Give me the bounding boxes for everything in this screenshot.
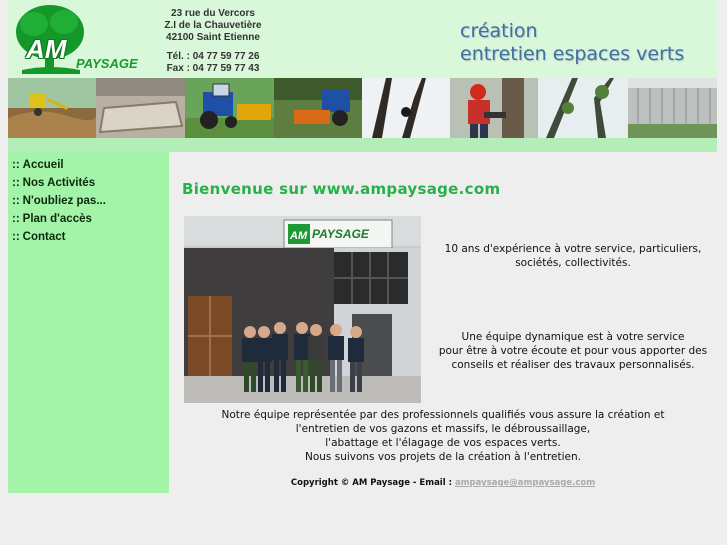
photo-sign-paysage: PAYSAGE	[312, 227, 369, 241]
nav-item-plan-acces[interactable]	[12, 210, 169, 228]
nav-item-label: Accueil	[22, 159, 64, 171]
nav-item-activites[interactable]	[12, 174, 169, 192]
photo-excavation	[8, 78, 96, 138]
address-zone: Z.I de la Chauvetière	[164, 20, 262, 31]
description-line4: Nous suivons vos projets de la création à l'entretien.	[304, 451, 581, 463]
photo-flail-mower	[274, 78, 362, 138]
sidebar-nav	[8, 152, 169, 246]
separator-bar	[8, 138, 717, 152]
nav-prefix: ::	[12, 195, 20, 207]
sidebar	[8, 152, 169, 493]
nav-prefix: ::	[12, 177, 20, 189]
company-address	[148, 8, 278, 75]
footer-copyright	[169, 478, 717, 488]
photo-strip	[8, 78, 717, 138]
team-line2: pour être à votre écoute et pour vous apporter des	[438, 345, 708, 357]
address-fax: Fax : 04 77 59 77 43	[166, 63, 260, 74]
nav-item-accueil[interactable]	[12, 156, 169, 174]
nav-prefix: ::	[12, 159, 20, 171]
nav-prefix: ::	[12, 231, 20, 243]
tagline-line2: entretien espaces verts	[460, 43, 685, 65]
logo-am-text: AM	[26, 34, 67, 64]
photo-noise-barrier	[628, 78, 717, 138]
description-line1: Notre équipe représentée par des professionnels qualifiés vous assure la création et	[221, 409, 665, 421]
address-street: 23 rue du Vercors	[171, 8, 255, 19]
copyright-text: Copyright © AM Paysage - Email :	[290, 478, 452, 488]
description-line3: l'abattage et l'élagage de vos espaces verts.	[325, 437, 561, 449]
nav-prefix: ::	[12, 213, 20, 225]
nav-item-label: N'oubliez pas...	[22, 195, 106, 207]
team-line1: Une équipe dynamique est à votre service	[461, 331, 685, 343]
photo-tree-pruning	[362, 78, 450, 138]
photo-chainsaw-worker	[450, 78, 538, 138]
team-text	[429, 330, 717, 372]
experience-line2: sociétés, collectivités.	[515, 257, 631, 269]
photo-tractor-mower	[185, 78, 274, 138]
nav-item-label: Contact	[22, 231, 66, 243]
email-link[interactable]: ampaysage@ampaysage.com	[454, 478, 596, 488]
page-title: Bienvenue sur www.ampaysage.com	[182, 180, 501, 198]
nav-item-label: Nos Activités	[22, 177, 96, 189]
team-line3: conseils et réaliser des travaux personnalisés.	[451, 359, 695, 371]
photo-tree-climbing	[538, 78, 628, 138]
photo-paving	[96, 78, 185, 138]
nav-item-contact[interactable]	[12, 228, 169, 246]
description-line2: l'entretien de vos gazons et massifs, le débroussaillage,	[295, 423, 591, 435]
experience-text	[429, 242, 717, 270]
address-tel: Tél. : 04 77 59 77 26	[166, 51, 260, 62]
description-text	[169, 408, 717, 464]
team-photo	[184, 216, 421, 403]
logo[interactable]	[12, 4, 142, 76]
nav-item-oubliez[interactable]	[12, 192, 169, 210]
experience-line1: 10 ans d'expérience à votre service, particuliers,	[444, 243, 702, 255]
photo-sign-am: AM	[290, 230, 308, 242]
nav-item-label: Plan d'accès	[22, 213, 92, 225]
tagline-line1: création	[460, 20, 538, 42]
header-banner	[8, 0, 717, 78]
logo-paysage-text: PAYSAGE	[76, 56, 138, 71]
tagline	[460, 20, 684, 66]
address-city: 42100 Saint Etienne	[166, 32, 260, 43]
main-content	[169, 152, 717, 493]
